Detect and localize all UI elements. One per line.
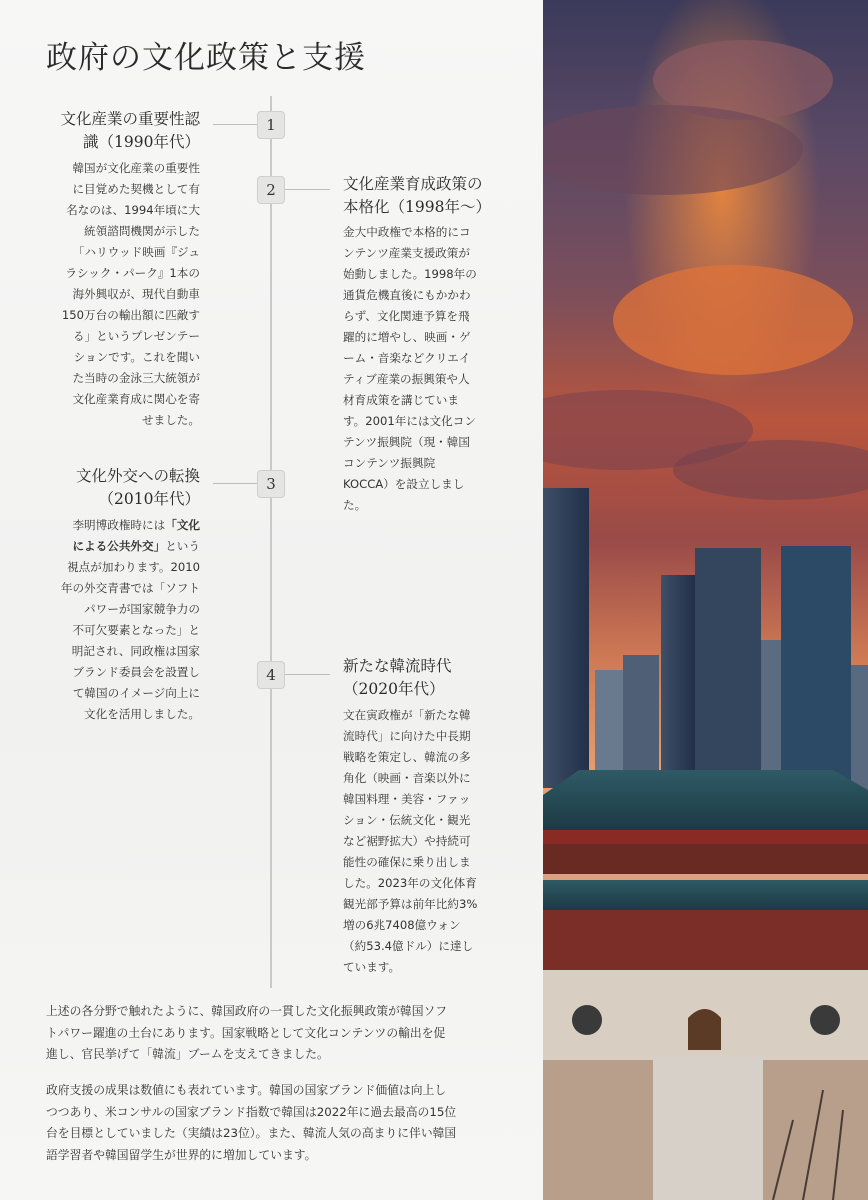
body-line [30,515,200,536]
text-line: 「ハリウッド映画『ジュ [72,245,200,259]
text-line: 年の外交青書では「ソフト [60,581,200,595]
title-line: 文化産業の重要性認 [60,110,200,128]
text-line: 文在寅政権が「新たな韓 [343,708,471,722]
text-line: 文化を活用しました。 [84,707,200,721]
summary-paragraph-2 [46,1080,506,1166]
title-line: 文化産業育成政策の [343,175,483,193]
text-line: 始動しました。1998年の [343,267,477,281]
text-line: など裾野拡大）や持続可 [343,834,471,848]
text-line: 金大中政権で本格的にコ [343,225,471,239]
text-line: ンテンツ産業支援政策が [343,246,470,260]
text-line: 名なのは、1994年頃に大 [66,203,200,217]
body-emphasis: による公共外交」 [72,539,166,553]
text-line: 観光部予算は前年比約3% [343,897,478,911]
title-line: （2020年代） [343,680,445,698]
timeline-line [270,96,272,988]
text-line: せました。 [142,413,200,427]
title-line: 識（1990年代） [83,133,200,151]
text-line: 政府支援の成果は数値にも表れています。韓国の国家ブランド価値は向上し [46,1083,447,1097]
text-line: ラシック・パーク』1本の [65,266,200,280]
timeline-marker-1: 1 [257,111,285,139]
timeline-marker-3: 3 [257,470,285,498]
timeline-marker-2: 2 [257,176,285,204]
body-rest [30,557,200,725]
timeline-item-2-body [343,222,513,516]
text-line: 戦略を策定し、韓流の多 [343,750,471,764]
photo-illustration [543,0,868,1200]
text-line: ティブ産業の振興策や人 [343,372,470,386]
body-emphasis: 「文化 [165,518,200,532]
title-line: 新たな韓流時代 [343,657,452,675]
timeline-item-4-body [343,705,513,978]
connector-1 [213,124,258,125]
connector-2 [285,189,330,190]
text-line: 上述の各分野で触れたように、韓国政府の一貫した文化振興政策が韓国ソフ [46,1004,448,1018]
page-title: 政府の文化政策と支援 [46,40,366,76]
text-line: た。 [343,498,367,512]
text-line: 語学習者や韓国留学生が世界的に増加しています。 [46,1147,317,1162]
timeline-item-3-body [30,515,200,725]
text-line: 増の6兆7408億ウォン [343,918,461,932]
text-line: て韓国のイメージ向上に [72,686,200,700]
text-line: 躍的に増やし、映画・ゲ [343,330,471,344]
text-line: 通貨危機直後にもかかわ [343,288,471,302]
title-line: 本格化（1998年〜） [343,198,491,216]
text-line: 文化産業育成に関心を寄 [72,392,200,406]
text-line: た当時の金泳三大統領が [72,371,200,385]
text-line: パワーが国家競争力の [84,602,200,616]
text-line: る」というプレゼンテー [72,329,200,343]
text-line: 能性の確保に乗り出しま [343,855,471,869]
summary-paragraph-1 [46,1001,506,1066]
body-text: 李明博政権時には [72,518,166,532]
timeline-item-3-title [30,465,200,511]
timeline-item-2-title [343,173,533,219]
text-line: （約53.4億ドル）に達し [343,939,474,953]
text-line: 150万台の輸出額に匹敵す [61,308,200,322]
timeline-item-1-title [30,108,200,154]
body-line [30,536,200,557]
text-line: 明記され、同政権は国家 [71,644,200,658]
text-line: した。2023年の文化体育 [343,876,477,890]
timeline-item-4-title [343,655,533,701]
text-line: KOCCA）を設立しまし [343,477,465,491]
text-line: 韓国が文化産業の重要性 [72,161,200,175]
text-line: トパワー躍進の土台にあります。国家戦略として文化コンテンツの輸出を促 [46,1025,446,1040]
timeline-marker-4: 4 [257,661,285,689]
text-line: 海外興収が、現代自動車 [72,287,200,301]
title-line: 文化外交への転換 [75,467,200,485]
seoul-palace-photo [543,0,868,1200]
text-line: ブランド委員会を設置し [72,665,200,679]
text-line: ションです。これを聞い [73,350,200,364]
text-line: 材育成策を講じていま [343,393,459,407]
text-line: 不可欠要素となった」と [72,623,200,637]
text-line: ーム・音楽などクリエイ [343,351,471,365]
body-text: という [165,539,200,553]
text-line: ション・伝統文化・観光 [343,813,471,827]
text-line: す。2001年には文化コン [343,414,476,428]
text-line: 韓国料理・美容・ファッ [343,792,471,806]
text-line: テンツ振興院（現・韓国 [343,435,470,449]
timeline-item-1-body [30,158,200,431]
text-line: 角化（映画・音楽以外に [343,771,471,785]
text-line: らず、文化関連予算を飛 [343,309,470,323]
text-line: 統領諮問機関が示した [84,224,200,238]
text-line: ています。 [343,960,401,974]
connector-3 [213,483,258,484]
title-line: （2010年代） [98,490,200,508]
text-line: コンテンツ振興院 [343,456,436,470]
text-line: つつあり、米コンサルの国家ブランド指数で韓国は2022年に過去最高の15位 [46,1104,457,1119]
connector-4 [285,674,330,675]
text-line: に目覚めた契機として有 [72,182,200,196]
text-line: 進し、官民挙げて「韓流」ブームを支えてきました。 [46,1047,329,1061]
text-line: 視点が加わります。2010 [67,560,200,574]
text-line: 流時代」に向けた中長期 [343,729,471,743]
text-line: 台を目標としていました（実績は23位）。また、韓流人気の高まりに伴い韓国 [46,1126,457,1140]
